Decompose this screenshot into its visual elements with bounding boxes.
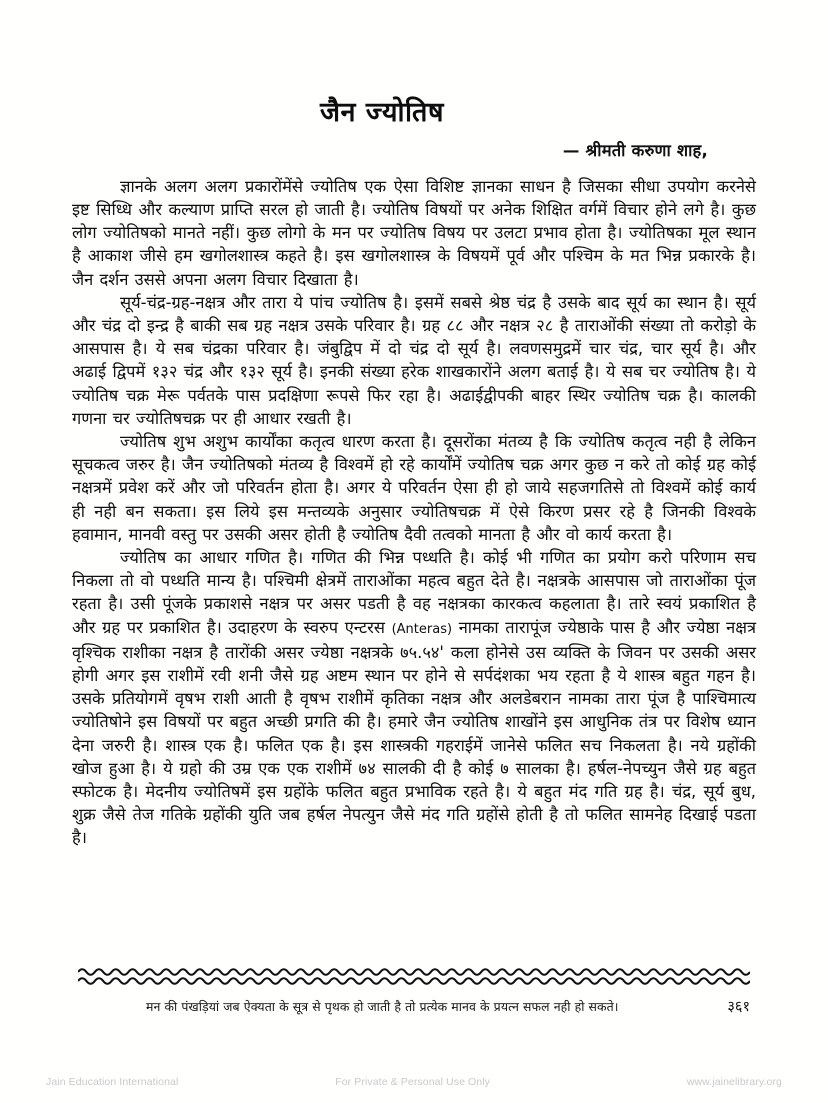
page-title: जैन ज्योतिष — [320, 97, 445, 128]
paragraph-4-text-before-latin: ज्योतिष का आधार गणित है। गणित की भिन्न पध्धति है। कोई भी गणित का प्रयोग करो परिणाम सच निकला तो वो पध्धति मान्य है। पश्चिमी क्षेत्रमें ताराओंका महत्व बहुत देते है। नक्षत्रके आसपास जो ताराओंका पूंज रहता है। उसी पूंजके प्रकाशसे नक्षत्र पर असर पडती है वह नक्षत्रका कारकत्व कहलाता है। तारे स्वयं प्रकाशित है और ग्रह पर प्रकाशित है। उदाहरण के स्वरुप एन्टरस — [72, 548, 756, 637]
footer-quote-line — [72, 996, 756, 1016]
scan-footer-left: Jain Education International — [46, 1075, 179, 1088]
paragraph-2: सूर्य-चंद्र-ग्रह-नक्षत्र और तारा ये पांच ज्योतिष है। इसमें सबसे श्रेष्ठ चंद्र है उसके बाद सूर्य का स्थान है। सूर्य और चंद्र दो इन्द्र है बाकी सब ग्रह नक्षत्र उसके परिवार है। ग्रह ८८ और नक्षत्र २८ है ताराओंकी संख्या तो करोड़ो के आसपास है। ये सब चंद्रका परिवार है। जंबुद्विप में दो चंद्र दो सूर्य है। लवणसमुद्रमें चार चंद्र, चार सूर्य है। और अढाई द्विपमें १३२ चंद्र और १३२ सूर्य है। इनकी संख्या हरेक शाखकारोंने अलग बताई है। ये सब चर ज्योतिष है। ये ज्योतिष चक्र मेरू पर्वतके पास प्रदक्षिणा रूपसे फिर रहा है। अढाईद्वीपकी बाहर स्थिर ज्योतिष चक्र है। कालकी गणना चर ज्योतिषचक्र पर ही आधार रखती है। — [72, 292, 756, 428]
paragraph-3: ज्योतिष शुभ अशुभ कार्योंका कतृत्व धारण करता है। दूसरोंका मंतव्य है कि ज्योतिष कतृत्व नही है लेकिन सूचकत्व जरुर है। जैन ज्योतिषको मंतव्य है विश्वमें हो रहे कार्योंमें ज्योतिष चक्र अगर कुछ न करे तो कोई ग्रह कोई नक्षत्रमें प्रवेश करें और जो परिवर्तन होता है। अगर ये परिवर्तन ऐसा ही हो जाये सहजगतिसे तो विश्वमें कोई कार्य ही नही बन सकता। इस लिये इस मन्तव्यके अनुसार ज्योतिषचक्र में ऐसे किरण प्रसर रहे है जिनकी विश्वके हवामान, मानवी वस्तु पर उसकी असर होती है ज्योतिष दैवी तत्वको मानता है और वो कार्य करता है। — [72, 431, 756, 544]
author-byline: — श्रीमती करुणा शाह, — [562, 140, 708, 160]
paragraph-4-text-after-latin: नामका तारापूंज ज्येष्ठाके पास है और ज्येष्ठा नक्षत्र वृश्चिक राशीका नक्षत्र है तारोंकी असर ज्येष्ठा नक्षत्रके ७५.५४' कला होनेसे उस व्यक्ति के जिवन पर उसकी असर होगी अगर इस राशीमें रवी शनी जैसे ग्रह अष्टम स्थान पर होने से सर्पदंशका भय रहता है ये शास्त्र बहुत गहन है। उसके प्रतियोगमें वृषभ राशी आती है वृषभ राशीमें कृतिका नक्षत्र और अलडेबरान नामका तारा पूंज है पाश्चिमात्य ज्योतिषोने इस विषयों पर बहुत अच्छी प्रगति की है। हमारे जैन ज्योतिष शाखोंने इस आधुनिक तंत्र पर विशेष ध्यान देना जरुरी है। शास्त्र एक है। फलित एक है। इस शास्त्रकी गहराईमें जानेसे फलित सच निकलता है। नये ग्रहोंकी खोज हुआ है। ये ग्रहो की उम्र एक एक राशीमें ७४ सालकी दी है कोई ७ सालका है। हर्षल-नेपच्युन जैसे ग्रह बहुत स्फोटक है। मेदनीय ज्योतिषमें इस ग्रहोंके फलित बहुत प्रभाविक रहते है। ये बहुत मंद गति ग्रह है। चंद्र, सूर्य बुध, शुक्र जैसे तेज गतिके ग्रहोंकी युति जब हर्षल नेपत्युन जैसे मंद गति ग्रहोंसे होती है तो फलित सामनेह दिखाई पडता है। — [72, 617, 756, 848]
footer-quote: मन की पंखड़ियां जब ऐक्यता के सूत्र से पृथक हो जाती है तो प्रत्येक मानव के प्रयत्न सफल नही हो सकते। — [146, 999, 619, 1014]
scan-footer — [0, 1060, 828, 1103]
paragraph-4 — [72, 546, 756, 850]
scan-footer-url[interactable]: www.jainelibrary.org — [686, 1075, 782, 1088]
page-number: ३६१ — [727, 999, 750, 1015]
scan-footer-center: For Private & Personal Use Only — [335, 1075, 491, 1088]
wavy-divider — [78, 966, 750, 988]
body-text — [72, 175, 756, 850]
article-body — [72, 96, 756, 850]
latin-term-anteras: (Anteras) — [391, 621, 453, 637]
paragraph-1: ज्ञानके अलग अलग प्रकारोंमेंसे ज्योतिष एक ऐसा विशिष्ट ज्ञानका साधन है जिसका सीधा उपयोग करनेसे इष्ट सिध्धि और कल्याण प्राप्ति सरल हो जाती है। ज्योतिष विषयों पर अनेक शिक्षित वर्गमें विचार होने लगे है। कुछ लोग ज्योतिषको मानते नहीं। कुछ लोगो के मन पर ज्योतिष विषय पर उलटा प्रभाव होता है। ज्योतिषका मूल स्थान है आकाश जीसे हम खगोलशास्त्र कहते है। इस खगोलशास्त्र के विषयमें पूर्व और पश्चिम के मत भिन्न प्रकारके है। जैन दर्शन उससे अपना अलग विचार दिखाता है। — [72, 176, 757, 289]
